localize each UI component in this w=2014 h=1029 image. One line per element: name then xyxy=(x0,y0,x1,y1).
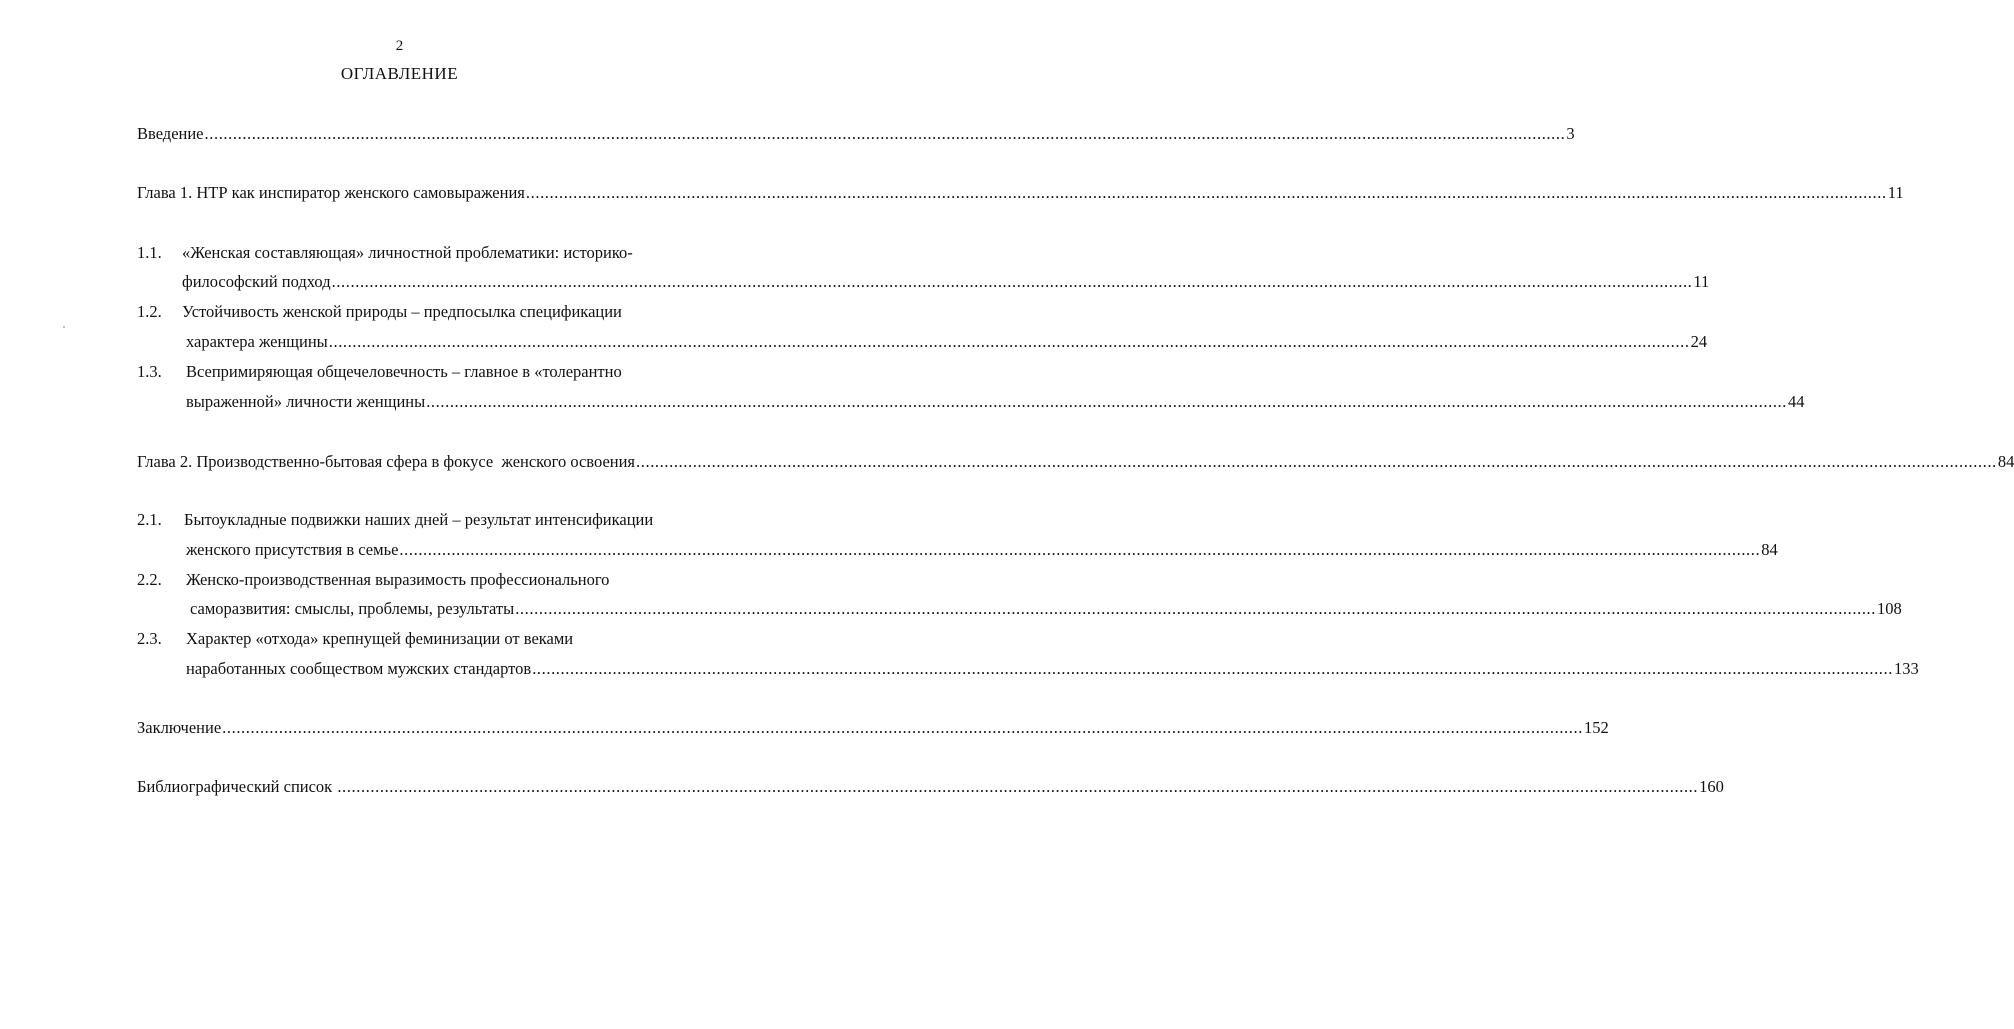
toc-entry-label: характера женщины xyxy=(186,332,328,351)
toc-leader-dots: ................................................................................................................................................................................................................................................................................................ xyxy=(515,599,1877,618)
toc-leader-dots: ................................................................................................................................................................................................................................................................................................ xyxy=(204,124,1566,143)
toc-leader-dots: ................................................................................................................................................................................................................................................................................................ xyxy=(328,332,1690,351)
toc-entry-1-2-line1[interactable]: Устойчивость женской природы – предпосылка спецификации xyxy=(182,302,622,321)
toc-entry-1-1[interactable] xyxy=(182,272,1710,292)
toc-entry-2-3[interactable] xyxy=(186,659,1919,679)
toc-section-number: 2.2. xyxy=(137,570,162,589)
toc-leader-dots: ................................................................................................................................................................................................................................................................................................ xyxy=(222,718,1583,737)
toc-entry-2-3-line1[interactable]: Характер «отхода» крепнущей феминизации от веками xyxy=(186,629,574,648)
toc-entry-label: Заключение xyxy=(137,718,222,737)
page-title: ОГЛАВЛЕНИЕ xyxy=(340,64,459,83)
toc-entry-page: 44 xyxy=(1788,392,1805,411)
toc-entry-page: 11 xyxy=(1693,272,1710,291)
toc-leader-dots: ................................................................................................................................................................................................................................................................................................ xyxy=(331,272,1693,291)
toc-entry-2-2-line1[interactable]: Женско-производственная выразимость профессионального xyxy=(186,570,610,589)
toc-entry-page: 152 xyxy=(1583,718,1609,737)
toc-section-number: 1.3. xyxy=(137,362,162,381)
toc-entry-1-1-line1[interactable]: «Женская составляющая» личностной проблематики: историко- xyxy=(182,243,633,262)
toc-entry-2-1-line1[interactable]: Бытоукладные подвижки наших дней – результат интенсификации xyxy=(184,510,654,529)
toc-entry-chapter-2[interactable] xyxy=(137,452,2014,472)
toc-entry-page: 24 xyxy=(1690,332,1708,351)
toc-entry-page: 3 xyxy=(1566,124,1575,143)
toc-entry-conclusion[interactable] xyxy=(137,718,1609,738)
toc-entry-label: наработанных сообществом мужских стандартов xyxy=(186,659,532,678)
toc-section-number: 2.1. xyxy=(137,510,162,529)
toc-entry-page: 160 xyxy=(1699,777,1724,796)
toc-entry-label: женского присутствия в семье xyxy=(186,540,399,559)
toc-leader-dots: ................................................................................................................................................................................................................................................................................................ xyxy=(525,183,1887,202)
toc-entry-label: саморазвития: смыслы, проблемы, результаты xyxy=(190,599,515,618)
toc-leader-dots: ................................................................................................................................................................................................................................................................................................ xyxy=(636,452,1997,471)
toc-leader-dots: ................................................................................................................................................................................................................................................................................................ xyxy=(337,777,1699,796)
toc-entry-page: 11 xyxy=(1887,183,1904,202)
toc-entry-1-2[interactable] xyxy=(186,332,1708,352)
toc-entry-page: 84 xyxy=(1997,452,2014,471)
toc-entry-label: Библиографический список xyxy=(137,777,337,796)
toc-entry-label: Введение xyxy=(137,124,204,143)
scan-speck xyxy=(63,326,65,328)
toc-entry-1-3-line1[interactable]: Всепримиряющая общечеловечность – главное в «толерантно xyxy=(186,362,622,381)
toc-entry-label: философский подход xyxy=(182,272,331,291)
toc-leader-dots: ................................................................................................................................................................................................................................................................................................ xyxy=(532,659,1893,678)
toc-section-number: 2.3. xyxy=(137,629,162,648)
toc-leader-dots: ................................................................................................................................................................................................................................................................................................ xyxy=(399,540,1761,559)
toc-entry-page: 84 xyxy=(1761,540,1778,559)
toc-entry-label: Глава 2. Производственно-бытовая сфера в фокусе женского освоения xyxy=(137,452,636,471)
toc-entry-page: 133 xyxy=(1894,659,1919,678)
toc-section-number: 1.2. xyxy=(137,302,162,321)
toc-entry-1-3[interactable] xyxy=(186,392,1805,412)
toc-entry-2-2[interactable] xyxy=(190,599,1902,619)
toc-entry-bibliography[interactable] xyxy=(137,777,1724,797)
toc-section-number: 1.1. xyxy=(137,243,162,262)
toc-entry-page: 108 xyxy=(1877,599,1902,618)
toc-entry-chapter-1[interactable] xyxy=(137,183,1904,203)
toc-entry-label: выраженной» личности женщины xyxy=(186,392,426,411)
toc-entry-label: Глава 1. НТР как инспиратор женского самовыражения xyxy=(137,183,525,202)
toc-leader-dots: ................................................................................................................................................................................................................................................................................................ xyxy=(426,392,1788,411)
toc-entry-2-1[interactable] xyxy=(186,540,1778,560)
page-number: 2 xyxy=(395,38,404,54)
toc-entry-introduction[interactable] xyxy=(137,124,1575,144)
